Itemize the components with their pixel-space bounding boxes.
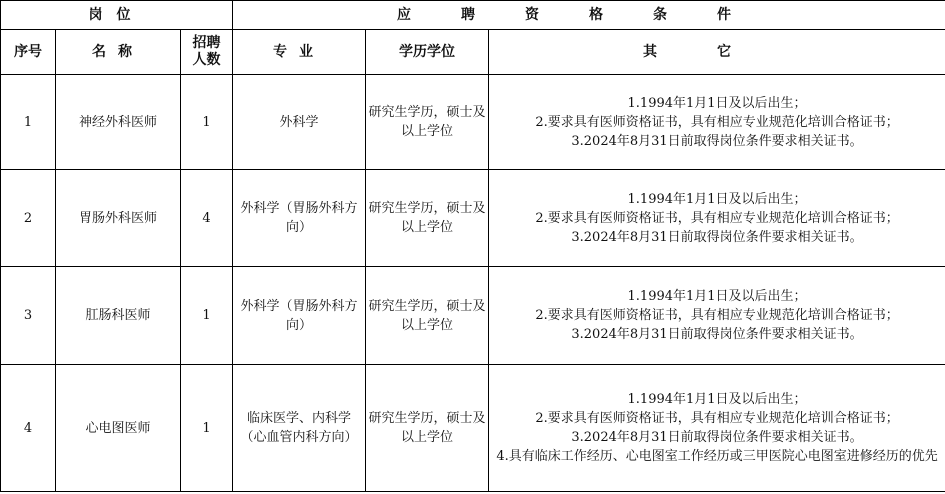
cell-name: 神经外科医师 <box>56 75 181 170</box>
cell-count: 1 <box>181 365 233 492</box>
cell-other <box>489 75 945 170</box>
cell-no: 4 <box>1 365 56 492</box>
requirement-line: 3.2024年8月31日前取得岗位条件要求相关证书。 <box>571 229 863 245</box>
requirement-line: 3.2024年8月31日前取得岗位条件要求相关证书。 <box>571 430 863 445</box>
requirement-line: 2.要求具有医师资格证书，具有相应专业规范化培训合格证书； <box>535 114 899 130</box>
header-col-degree: 学历学位 <box>366 30 489 75</box>
header-position-group: 岗位 <box>1 1 233 30</box>
table-row <box>1 365 945 492</box>
header-col-count-line1: 招聘 <box>192 35 221 51</box>
header-group-row <box>1 1 945 30</box>
cell-no: 2 <box>1 170 56 267</box>
requirement-line: 3.2024年8月31日前取得岗位条件要求相关证书。 <box>571 133 863 149</box>
cell-other <box>489 170 945 267</box>
header-col-other: 其它 <box>489 30 945 75</box>
requirement-line: 2.要求具有医师资格证书，具有相应专业规范化培训合格证书； <box>535 411 899 426</box>
cell-degree: 研究生学历，硕士及以上学位 <box>366 75 489 170</box>
cell-other <box>489 267 945 365</box>
table-row <box>1 170 945 267</box>
header-col-count-line2: 人数 <box>192 52 221 68</box>
cell-degree: 研究生学历，硕士及以上学位 <box>366 365 489 492</box>
cell-count: 4 <box>181 170 233 267</box>
cell-name: 胃肠外科医师 <box>56 170 181 267</box>
cell-no: 3 <box>1 267 56 365</box>
requirement-line: 1.1994年1月1日及以后出生； <box>627 289 807 304</box>
cell-other <box>489 365 945 492</box>
requirement-line: 3.2024年8月31日前取得岗位条件要求相关证书。 <box>571 327 863 342</box>
header-column-row <box>1 30 945 75</box>
header-col-major: 专业 <box>233 30 366 75</box>
table-row <box>1 267 945 365</box>
requirement-line: 2.要求具有医师资格证书，具有相应专业规范化培训合格证书； <box>535 210 899 226</box>
cell-name: 心电图医师 <box>56 365 181 492</box>
header-requirements-group: 应聘资格条件 <box>233 1 945 30</box>
requirement-line: 1.1994年1月1日及以后出生； <box>627 95 807 111</box>
cell-count: 1 <box>181 267 233 365</box>
header-col-no: 序号 <box>1 30 56 75</box>
cell-major: 临床医学、内科学（心血管内科方向） <box>233 365 366 492</box>
cell-count: 1 <box>181 75 233 170</box>
table-row <box>1 75 945 170</box>
header-col-count <box>181 30 233 75</box>
cell-major: 外科学（胃肠外科方向） <box>233 267 366 365</box>
cell-major: 外科学（胃肠外科方向） <box>233 170 366 267</box>
cell-name: 肛肠科医师 <box>56 267 181 365</box>
requirement-line: 1.1994年1月1日及以后出生； <box>627 392 807 407</box>
cell-no: 1 <box>1 75 56 170</box>
header-col-name: 名称 <box>56 30 181 75</box>
cell-major: 外科学 <box>233 75 366 170</box>
cell-degree: 研究生学历，硕士及以上学位 <box>366 267 489 365</box>
requirement-line: 2.要求具有医师资格证书，具有相应专业规范化培训合格证书； <box>535 308 899 323</box>
cell-degree: 研究生学历，硕士及以上学位 <box>366 170 489 267</box>
requirement-line: 4.具有临床工作经历、心电图室工作经历或三甲医院心电图室进修经历的优先 <box>496 449 938 464</box>
requirement-line: 1.1994年1月1日及以后出生； <box>627 191 807 207</box>
